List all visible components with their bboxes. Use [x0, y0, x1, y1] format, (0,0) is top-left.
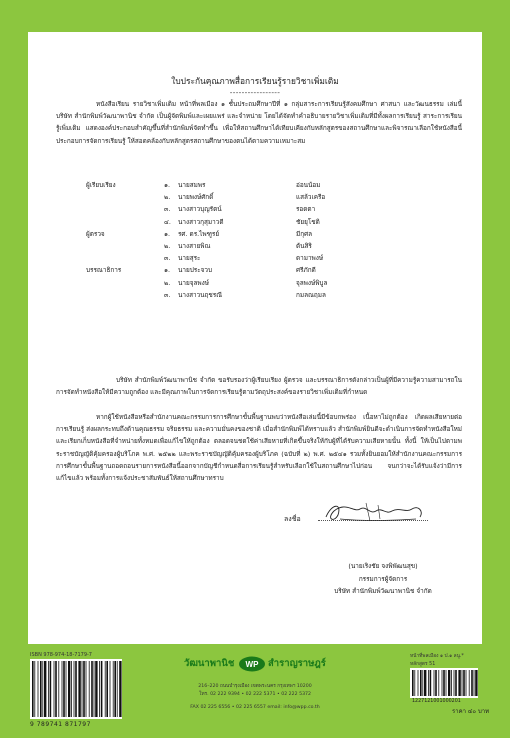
barcode-bar — [63, 661, 65, 717]
barcode-bar — [438, 670, 439, 696]
barcode-bar — [422, 670, 423, 696]
member-surname: อ่อนน้อม — [296, 181, 321, 189]
barcode-bar — [48, 661, 49, 717]
role-row — [56, 192, 462, 204]
barcode-bar — [94, 661, 95, 717]
member-surname: รอดตา — [296, 205, 316, 214]
member-name: นายพงษ์ศักดิ์ — [178, 193, 214, 202]
member-number: ๓. — [164, 254, 171, 263]
signatory-company: บริษัท สำนักพิมพ์วัฒนาพานิช จำกัด — [334, 587, 432, 595]
member-number: ๔. — [164, 217, 171, 226]
member-name: นายสมพร — [178, 181, 206, 189]
barcode-bar — [68, 661, 70, 717]
barcode-bar — [474, 670, 475, 696]
barcode-bar — [466, 670, 467, 696]
signatory-name: (นายเริงชัย จงพิพัฒนสุข) — [348, 562, 418, 570]
signatory-position: กรรมการผู้จัดการ — [358, 574, 408, 583]
svg-text:WP: WP — [245, 660, 259, 669]
barcode-bar — [451, 670, 452, 696]
barcode-bar — [443, 670, 445, 696]
certificate-sheet — [28, 32, 482, 644]
barcode-bar — [412, 670, 414, 696]
publisher-phone: โทร. 02 222 9394 • 02 222 5371 • 02 222 5372 — [198, 692, 312, 697]
barcode-bar — [75, 661, 77, 717]
isbn-digits: 9 789741 871797 — [30, 721, 91, 728]
publisher-fax-email: FAX 02 225 6556 • 02 225 6557 email: info@wpp.co.th — [190, 705, 320, 710]
barcode-bar — [110, 661, 111, 717]
member-surname: มีกุศล — [296, 229, 313, 238]
barcode-bar — [58, 661, 59, 717]
barcode-bar — [424, 670, 426, 696]
member-name: รศ. ดร.ไพฑูรย์ — [178, 229, 220, 238]
member-surname: ดามาพงษ์ — [296, 254, 324, 263]
barcode-bar — [38, 661, 39, 717]
member-name: นางสาวบุญรัตน์ — [178, 205, 222, 214]
barcode-bar — [463, 670, 465, 696]
member-number: ๒. — [164, 278, 171, 287]
barcode-bar — [62, 661, 63, 717]
barcode-bar — [454, 670, 455, 696]
isbn-label: ISBN 978-974-18-7179-7 — [30, 652, 92, 658]
liability-paragraph: หากผู้ใช้หนังสือหรือสำนักงานคณะกรรมการการศึกษาขั้นพื้นฐานพบว่าหนังสือเล่มนี้มีข้อบกพร่อง เนื้อหาไม่ถูกต้อง เกิดผลเสียหายต่อการเรียนรู้ ส่งผลกระทบถึงด้านคุณธรรม จริยธรรม และความมั่นคงของชาติ เมื่อสำนักพิมพ์ได้ทราบแล้ว สำนักพิมพ์ยินดีจะดำเนินการจัดทำหนังสือใหม่และเรียกเก็บหนังสือที่จำหน่ายทั้งหมดเพื่อแก้ไขให้ถูกต้อง ตลอดจนชดใช้ค่าเสียหายที่เกิดขึ้นจริงให้กับผู้ที่ได้รับความเสียหายนั้น ทั้งนี้ ให้เป็นไปตามพระราชบัญญัติคุ้มครองผู้บริโภค พ.ศ. ๒๕๒๒ และพระราชบัญญัติคุ้มครองผู้บริโภค (ฉบับที่ ๒) พ.ศ. ๒๕๔๑ รวมทั้งยินยอมให้สำนักงานคณะกรรมการการศึกษาขั้นพื้นฐานถอดถอนรายการหนังสือนี้ออกจากบัญชีกำหนดสื่อการเรียนรู้สำหรับเลือกใช้ในสถานศึกษาไปก่อน จนกว่าจะได้รับแจ้งว่ามีการแก้ไขแล้ว พร้อมทั้งการแจ้งประชาสัมพันธ์ให้สถานศึกษาทราบ — [56, 413, 462, 483]
member-name: นายประจวบ — [178, 266, 213, 275]
member-number: ๓. — [164, 290, 171, 299]
barcode-bar — [105, 661, 106, 717]
barcode-bar — [101, 661, 103, 717]
barcode-bar — [89, 661, 90, 717]
role-row — [56, 241, 462, 253]
barcode-bar — [475, 670, 477, 696]
barcode-bar — [117, 661, 118, 717]
barcode-bar — [428, 670, 429, 696]
member-name: นางสายพิณ — [178, 242, 211, 250]
publisher-address: 216–220 ถนนบำรุงเมือง เขตพระนคร กรุงเทพฯ 10200 — [198, 684, 312, 689]
barcode-bar — [82, 661, 83, 717]
barcode-bar — [114, 661, 116, 717]
member-number: ๑. — [164, 229, 171, 238]
role-label: บรรณาธิการ — [86, 266, 122, 275]
publisher-name-right: สำราญราษฎร์ — [268, 658, 326, 669]
isbn-barcode — [30, 659, 122, 719]
publisher-logo — [184, 656, 324, 674]
role-row — [56, 278, 462, 290]
barcode-bar — [430, 670, 432, 696]
signature-label: ลงชื่อ — [284, 515, 301, 523]
publisher-name-left: วัฒนาพานิช — [184, 658, 235, 669]
role-row — [56, 265, 462, 277]
barcode-bar — [434, 670, 435, 696]
barcode-bar — [446, 670, 447, 696]
member-surname: ชัยยุโชติ — [296, 217, 320, 226]
signatory-block — [308, 560, 458, 598]
member-surname: ศรีภักดี — [296, 266, 316, 275]
member-number: ๓. — [164, 205, 171, 214]
member-surname: กมลณฤมล — [296, 290, 326, 299]
role-row — [56, 253, 462, 265]
barcode-bar — [54, 661, 55, 717]
barcode-bar — [91, 661, 93, 717]
barcode-bar — [32, 661, 34, 717]
member-number: ๑. — [164, 181, 171, 189]
member-name: นางสาวกุสุมาวดี — [178, 217, 224, 226]
member-surname: จุลพงษ์พิบูล — [296, 278, 328, 287]
barcode-bar — [34, 661, 35, 717]
handwritten-signature — [320, 499, 430, 527]
barcode-bar — [113, 661, 114, 717]
member-name: นางสาวนฤชรณี — [178, 290, 223, 299]
barcode-bar — [78, 661, 80, 717]
barcode-bar — [448, 670, 450, 696]
role-label: ผู้ตรวจ — [86, 229, 105, 238]
barcode-bar — [99, 661, 100, 717]
publisher-footer — [0, 644, 510, 738]
role-row — [56, 290, 462, 302]
role-row — [56, 217, 462, 229]
barcode-bar — [86, 661, 87, 717]
role-row — [56, 180, 462, 192]
title-separator: ----------------- — [229, 88, 281, 97]
member-number: ๒. — [164, 242, 171, 250]
barcode-bar — [119, 661, 121, 717]
barcode-bar — [50, 661, 52, 717]
role-row — [56, 229, 462, 241]
wp-logo-icon — [238, 656, 266, 672]
barcode-bar — [469, 670, 470, 696]
member-name: นายสุระ — [178, 254, 201, 263]
barcode-bar — [66, 661, 67, 717]
barcode-bar — [455, 670, 457, 696]
barcode-bar — [442, 670, 443, 696]
barcode-bar — [55, 661, 57, 717]
barcode-bar — [71, 661, 72, 717]
barcode-bar — [435, 670, 437, 696]
product-code: หน้าที่พลเมือง ๑ ป.๑ ลนู.* — [410, 654, 464, 659]
barcode-bar — [414, 670, 415, 696]
barcode-bar — [42, 661, 43, 717]
product-barcode — [410, 668, 478, 698]
barcode-bar — [106, 661, 108, 717]
intro-paragraph: หนังสือเรียน รายวิชาเพิ่มเติม หน้าที่พลเมือง ๑ ชั้นประถมศึกษาปีที่ ๑ กลุ่มสาระการเรียนรู้สังคมศึกษา ศาสนา และวัฒนธรรม เล่มนี้ บริษัท สำนักพิมพ์วัฒนาพานิช จำกัด เป็นผู้จัดพิมพ์และเผยแพร่ และจำหน่าย โดยได้จัดทำคำอธิบายรายวิชาเพิ่มเติมที่มีทั้งผลการเรียนรู้ สาระการเรียนรู้เพิ่มเติม แสดงองค์ประกอบสำคัญขึ้นที่สำนักพิมพ์จัดทำขึ้น เพื่อให้สถานศึกษาได้เทียบเคียงกับหลักสูตรของสถานศึกษาและพิจารณาเลือกใช้หนังสือนี้ประกอบการจัดการเรียนรู้ ให้สอดคล้องกับหลักสูตรสถานศึกษาของตนได้ตามความเหมาะสม — [56, 100, 462, 145]
member-surname: แสล้วเครือ — [296, 193, 326, 202]
barcode-bar — [40, 661, 42, 717]
role-row — [56, 204, 462, 216]
barcode-bar — [458, 670, 460, 696]
barcode-bar — [471, 670, 473, 696]
price-label: ราคา ๔๐ บาท — [452, 708, 490, 715]
member-number: ๑. — [164, 266, 171, 275]
page-title: ใบประกันคุณภาพสื่อการเรียนรู้รายวิชาเพิ่มเติม — [171, 76, 339, 86]
curriculum-code: หลักสูตร 51 — [410, 662, 436, 667]
barcode-bar — [462, 670, 463, 696]
certify-paragraph: บริษัท สำนักพิมพ์วัฒนาพานิช จำกัด ขอรับรองว่าผู้เรียบเรียง ผู้ตรวจ และบรรณาธิการดังกล่าวเป็นผู้ที่มีความรู้ความสามารถในการจัดทำหนังสือให้มีความถูกต้อง และมีคุณภาพในการจัดการเรียนรู้ตามวัตถุประสงค์ของรายวิชาเพิ่มเติมที่กำหนด — [56, 376, 462, 397]
product-barcode-digits: 1227121001000201 — [412, 699, 461, 704]
barcode-bar — [95, 661, 97, 717]
barcode-bar — [418, 670, 419, 696]
barcode-bar — [420, 670, 422, 696]
role-label: ผู้เรียบเรียง — [86, 181, 116, 189]
barcode-bar — [74, 661, 75, 717]
member-number: ๒. — [164, 193, 171, 202]
member-name: นายจุลพงษ์ — [178, 278, 209, 287]
barcode-bar — [83, 661, 85, 717]
barcode-bar — [44, 661, 46, 717]
member-surname: ต้นสิริ — [296, 242, 312, 250]
